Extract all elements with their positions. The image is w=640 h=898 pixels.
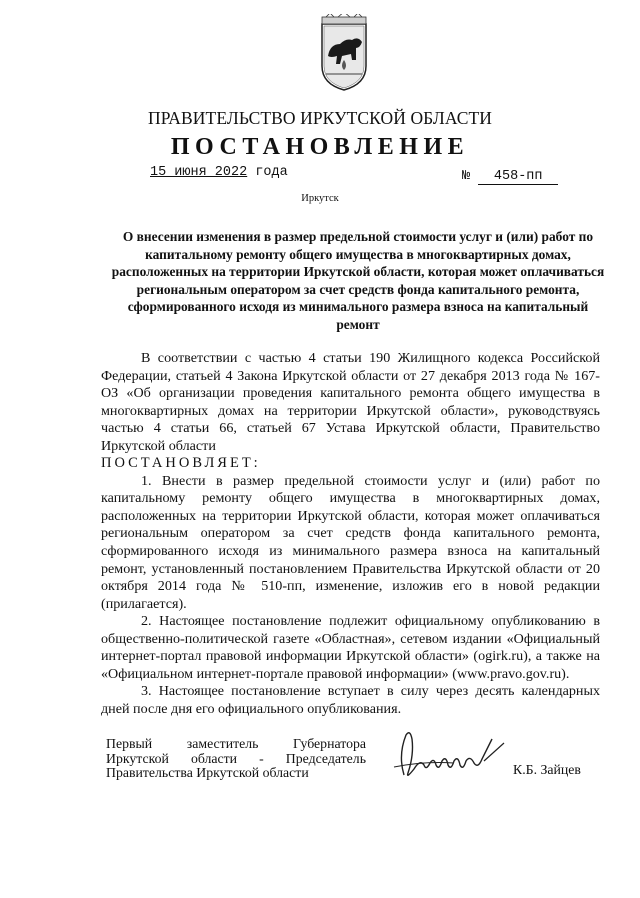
signer-name: К.Б. Зайцев	[513, 762, 581, 777]
document-date	[150, 165, 288, 180]
signer-position-line: Правительства Иркутской области	[106, 765, 309, 780]
signer-position-line: Первый заместитель Губернатора	[106, 736, 366, 751]
city: Иркутск	[301, 193, 339, 204]
document-body	[101, 350, 600, 718]
item-3-paragraph: 3. Настоящее постановление вступает в силу через десять календарных дней после дня его официального опубликования.	[101, 683, 600, 717]
signer-position-line: Иркутской области - Председатель	[106, 750, 366, 766]
document-number	[462, 169, 558, 185]
item-2-paragraph: 2. Настоящее постановление подлежит официальному опубликованию в общественно-политической газете «Областная», сетевом издании «Официальный интернет-портал правовой информации Иркутской области» (ogirk.ru), а также на «Официальном интернет-портале правовой информации» (www.pravo.gov.ru).	[101, 613, 600, 682]
number-prefix: №	[462, 169, 471, 184]
document-type: ПОСТАНОВЛЕНИЕ	[170, 134, 470, 160]
resolves-label: ПОСТАНОВЛЯЕТ:	[101, 455, 261, 472]
number-value: 458-пп	[478, 169, 558, 185]
signer-position	[106, 737, 366, 781]
handwritten-signature-icon	[384, 725, 512, 783]
date-suffix: года	[255, 165, 288, 180]
coat-of-arms-icon	[316, 14, 372, 92]
preamble-paragraph: В соответствии с частью 4 статьи 190 Жилищного кодекса Российской Федерации, статьей 4 Закона Иркутской области от 27 декабря 2013 года № 167-ОЗ «Об организации проведения капитального ремонта общего имущества в многоквартирных домах на территории Иркутской области», руководствуясь частью 4 статьи 66, статьей 67 Устава Иркутской области, Правительство Иркутской области	[101, 350, 600, 454]
document-heading: О внесении изменения в размер предельной стоимости услуг и (или) работ по капитальному ремонту общего имущества в многоквартирных домах, расположенных на территории Иркутской области, которая может оплачиваться региональным оператором за счет средств фонда капитального ремонта, сформированного исходя из минимального размера взноса на капитальный ремонт	[111, 229, 605, 332]
government-name: ПРАВИТЕЛЬСТВО ИРКУТСКОЙ ОБЛАСТИ	[147, 108, 493, 128]
item-1-paragraph: 1. Внести в размер предельной стоимости услуг и (или) работ по капитальному ремонту общего имущества в многоквартирных домах, расположенных на территории Иркутской области, которая может оплачиваться региональным оператором за счет средств фонда капитального ремонта, сформированного исходя из минимального размера взноса на капитальный ремонт, установленный постановлением Правительства Иркутской области от 20 октября 2014 года № 510-пп, изменение, изложив его в новой редакции (прилагается).	[101, 472, 600, 612]
date-value: 15 июня 2022	[150, 165, 248, 180]
